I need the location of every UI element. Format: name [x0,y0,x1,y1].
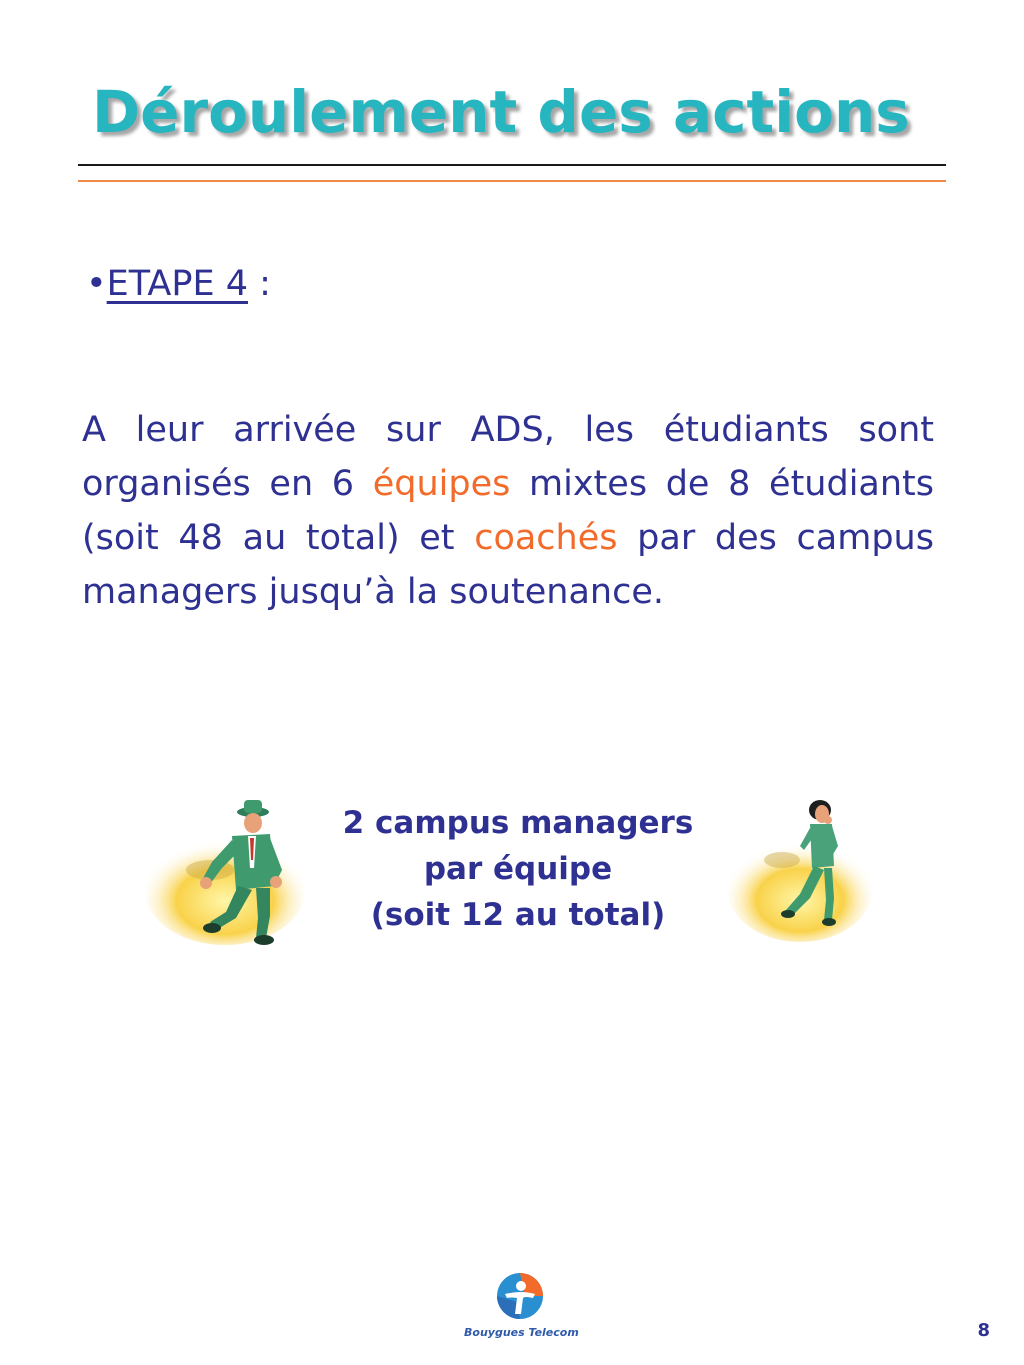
highlight-coaches: coachés [474,518,618,558]
note-line-2: par équipe [423,851,613,887]
paragraph-text-1: A leur arrivée sur ADS, les étudiants sont organisés en 6 [82,410,934,504]
step-suffix: : [248,264,271,304]
description-paragraph [82,403,934,619]
step-label: ETAPE 4 [106,264,248,304]
walking-businesswoman-icon [720,790,880,950]
logo-text: Bouygues Telecom [464,1326,579,1339]
logo-mark-icon [495,1272,545,1320]
note-line-3: (soit 12 au total) [370,897,666,933]
campus-managers-note [318,800,718,938]
paragraph-text-2: mixtes de 8 étudiants (soit 48 au total) et [82,464,935,558]
paragraph-text-3: par des campus managers jusqu’à la soutenance. [82,518,934,612]
bullet: • [86,264,107,304]
bouygues-telecom-logo [464,1272,579,1346]
slide-title: Déroulement des actions [92,78,910,146]
step-heading [86,262,271,306]
note-line-1: 2 campus managers [342,805,694,841]
page-number: 8 [977,1320,990,1341]
walking-businessman-icon [140,790,320,950]
title-divider-dark [78,164,946,166]
highlight-equipes: équipes [372,464,511,504]
title-divider-orange [78,180,946,182]
